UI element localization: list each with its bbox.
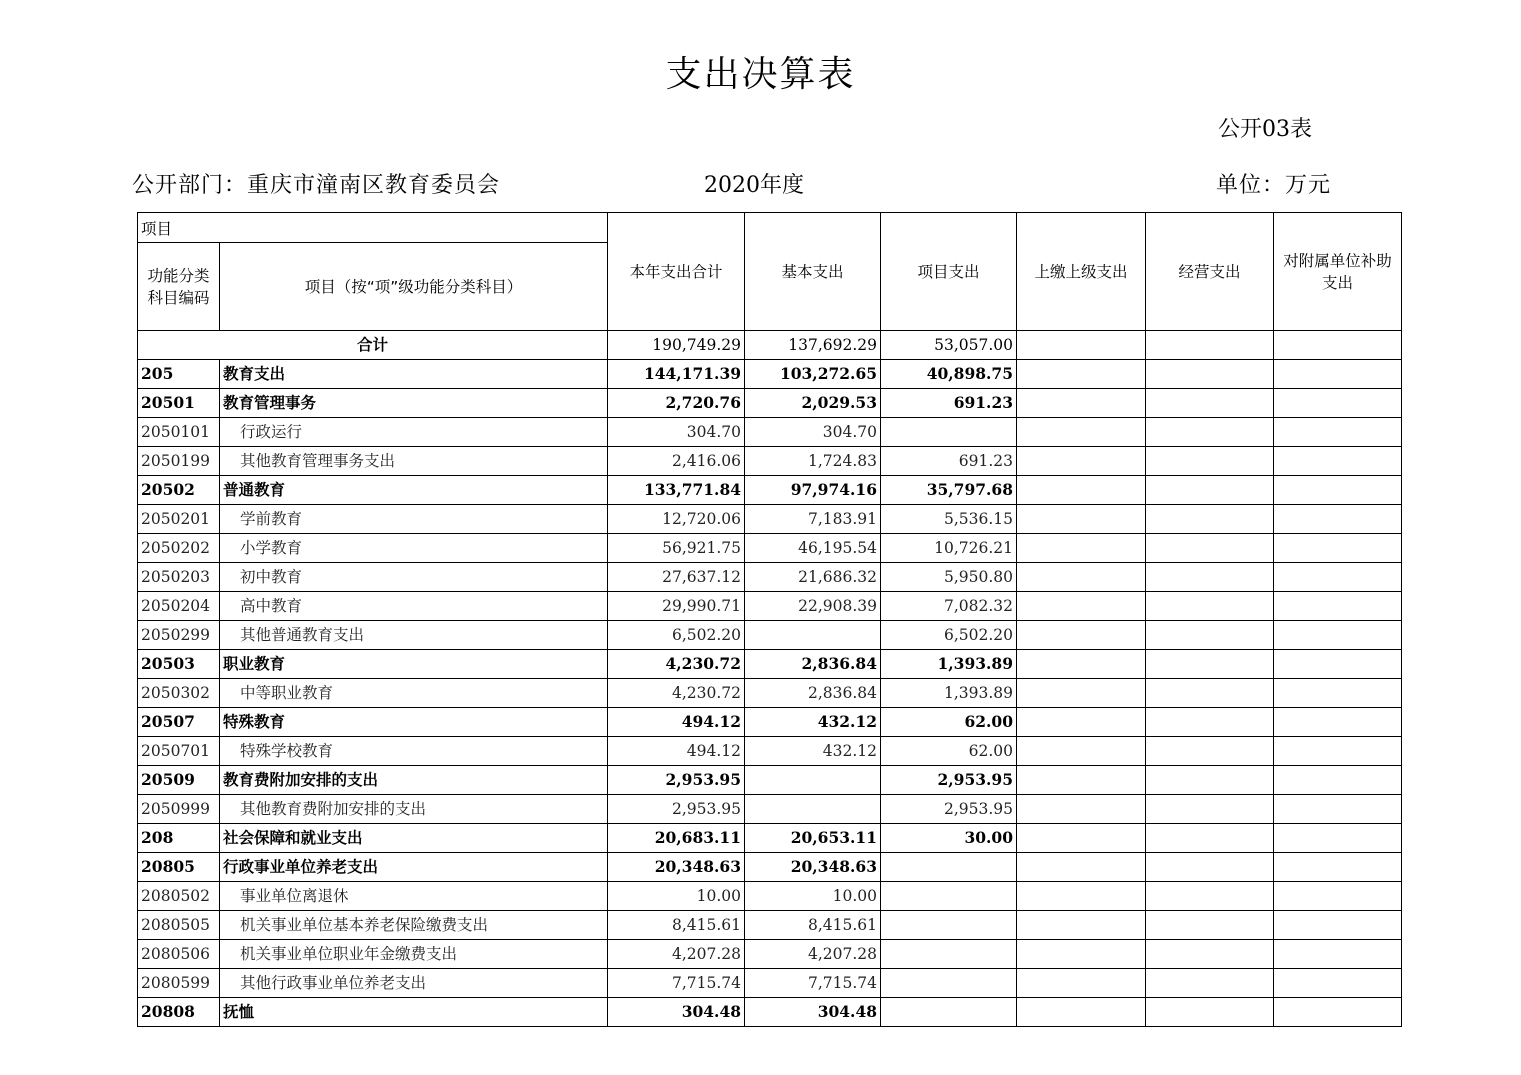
cell-item-expense: 40,898.75 bbox=[881, 360, 1017, 389]
cell-business bbox=[1146, 708, 1274, 737]
cell-name: 其他教育费附加安排的支出 bbox=[220, 795, 608, 824]
cell-code: 205 bbox=[138, 360, 220, 389]
cell-upper bbox=[1017, 476, 1146, 505]
cell-basic: 97,974.16 bbox=[745, 476, 881, 505]
cell-code: 20808 bbox=[138, 998, 220, 1027]
table-row bbox=[138, 534, 1402, 563]
cell-item-expense bbox=[881, 911, 1017, 940]
cell-item-expense: 2,953.95 bbox=[881, 766, 1017, 795]
cell-upper bbox=[1017, 621, 1146, 650]
cell-item-expense bbox=[881, 882, 1017, 911]
cell-business bbox=[1146, 476, 1274, 505]
cell-subsidy bbox=[1274, 940, 1402, 969]
page-title: 支出决算表 bbox=[665, 54, 856, 95]
cell-business bbox=[1146, 940, 1274, 969]
cell-name: 特殊学校教育 bbox=[220, 737, 608, 766]
header-upper-payment: 上缴上级支出 bbox=[1017, 213, 1146, 331]
cell-upper bbox=[1017, 882, 1146, 911]
cell-total: 7,715.74 bbox=[608, 969, 745, 998]
cell-subsidy bbox=[1274, 447, 1402, 476]
cell-name: 普通教育 bbox=[220, 476, 608, 505]
cell-upper bbox=[1017, 563, 1146, 592]
table-row bbox=[138, 940, 1402, 969]
cell-total: 12,720.06 bbox=[608, 505, 745, 534]
cell-code: 20501 bbox=[138, 389, 220, 418]
cell-basic: 304.48 bbox=[745, 998, 881, 1027]
cell-subsidy bbox=[1274, 737, 1402, 766]
cell-upper bbox=[1017, 534, 1146, 563]
cell-basic: 2,029.53 bbox=[745, 389, 881, 418]
table-row bbox=[138, 476, 1402, 505]
cell-name: 学前教育 bbox=[220, 505, 608, 534]
table-row bbox=[138, 708, 1402, 737]
cell-subsidy bbox=[1274, 592, 1402, 621]
table-row bbox=[138, 737, 1402, 766]
cell-code: 20503 bbox=[138, 650, 220, 679]
cell-code: 2050203 bbox=[138, 563, 220, 592]
cell-subsidy bbox=[1274, 476, 1402, 505]
table-row bbox=[138, 563, 1402, 592]
cell-business bbox=[1146, 563, 1274, 592]
cell-code: 2050204 bbox=[138, 592, 220, 621]
cell-upper bbox=[1017, 418, 1146, 447]
cell-basic: 103,272.65 bbox=[745, 360, 881, 389]
cell-item-expense bbox=[881, 998, 1017, 1027]
cell-name: 其他普通教育支出 bbox=[220, 621, 608, 650]
cell-item-expense: 62.00 bbox=[881, 708, 1017, 737]
cell-code: 2080506 bbox=[138, 940, 220, 969]
cell-code: 20502 bbox=[138, 476, 220, 505]
cell-total: 20,348.63 bbox=[608, 853, 745, 882]
cell-upper bbox=[1017, 737, 1146, 766]
cell-upper bbox=[1017, 360, 1146, 389]
cell-business bbox=[1146, 592, 1274, 621]
cell-name: 高中教育 bbox=[220, 592, 608, 621]
cell-total: 27,637.12 bbox=[608, 563, 745, 592]
cell-total: 2,416.06 bbox=[608, 447, 745, 476]
table-row bbox=[138, 650, 1402, 679]
cell-code: 2050302 bbox=[138, 679, 220, 708]
cell-business bbox=[1146, 418, 1274, 447]
header-func-code: 功能分类科目编码 bbox=[138, 243, 220, 331]
cell-item-expense: 5,536.15 bbox=[881, 505, 1017, 534]
cell-total: 494.12 bbox=[608, 737, 745, 766]
total-item-expense: 53,057.00 bbox=[881, 331, 1017, 360]
cell-basic bbox=[745, 766, 881, 795]
cell-business bbox=[1146, 447, 1274, 476]
cell-basic: 20,653.11 bbox=[745, 824, 881, 853]
cell-name: 行政事业单位养老支出 bbox=[220, 853, 608, 882]
cell-basic bbox=[745, 621, 881, 650]
table-row bbox=[138, 447, 1402, 476]
cell-item-expense: 691.23 bbox=[881, 447, 1017, 476]
form-code: 公开03表 bbox=[1218, 117, 1312, 142]
table-row bbox=[138, 824, 1402, 853]
cell-business bbox=[1146, 882, 1274, 911]
year-label: 2020年度 bbox=[704, 173, 804, 198]
cell-basic: 7,183.91 bbox=[745, 505, 881, 534]
cell-item-expense bbox=[881, 853, 1017, 882]
cell-subsidy bbox=[1274, 418, 1402, 447]
cell-name: 其他行政事业单位养老支出 bbox=[220, 969, 608, 998]
cell-code: 208 bbox=[138, 824, 220, 853]
table-row bbox=[138, 389, 1402, 418]
cell-code: 2050199 bbox=[138, 447, 220, 476]
cell-item-expense: 7,082.32 bbox=[881, 592, 1017, 621]
cell-business bbox=[1146, 621, 1274, 650]
cell-code: 20507 bbox=[138, 708, 220, 737]
cell-subsidy bbox=[1274, 824, 1402, 853]
cell-subsidy bbox=[1274, 998, 1402, 1027]
cell-total: 144,171.39 bbox=[608, 360, 745, 389]
cell-code: 2050202 bbox=[138, 534, 220, 563]
cell-upper bbox=[1017, 940, 1146, 969]
cell-total: 2,720.76 bbox=[608, 389, 745, 418]
table-row bbox=[138, 621, 1402, 650]
cell-upper bbox=[1017, 766, 1146, 795]
cell-basic: 21,686.32 bbox=[745, 563, 881, 592]
table-row bbox=[138, 911, 1402, 940]
table-row bbox=[138, 679, 1402, 708]
cell-total: 8,415.61 bbox=[608, 911, 745, 940]
cell-name: 社会保障和就业支出 bbox=[220, 824, 608, 853]
header-subsidy: 对附属单位补助支出 bbox=[1274, 213, 1402, 331]
cell-name: 教育管理事务 bbox=[220, 389, 608, 418]
cell-total: 494.12 bbox=[608, 708, 745, 737]
expenditure-table bbox=[137, 212, 1402, 1027]
header-total: 本年支出合计 bbox=[608, 213, 745, 331]
cell-basic: 1,724.83 bbox=[745, 447, 881, 476]
cell-total: 133,771.84 bbox=[608, 476, 745, 505]
cell-upper bbox=[1017, 708, 1146, 737]
cell-upper bbox=[1017, 969, 1146, 998]
table-row bbox=[138, 360, 1402, 389]
total-business bbox=[1146, 331, 1274, 360]
cell-name: 初中教育 bbox=[220, 563, 608, 592]
cell-upper bbox=[1017, 795, 1146, 824]
cell-upper bbox=[1017, 389, 1146, 418]
cell-basic: 432.12 bbox=[745, 737, 881, 766]
cell-basic: 304.70 bbox=[745, 418, 881, 447]
cell-code: 20509 bbox=[138, 766, 220, 795]
cell-name: 小学教育 bbox=[220, 534, 608, 563]
cell-name: 教育支出 bbox=[220, 360, 608, 389]
cell-total: 56,921.75 bbox=[608, 534, 745, 563]
cell-name: 机关事业单位职业年金缴费支出 bbox=[220, 940, 608, 969]
cell-subsidy bbox=[1274, 766, 1402, 795]
total-subsidy bbox=[1274, 331, 1402, 360]
cell-code: 2080505 bbox=[138, 911, 220, 940]
cell-total: 2,953.95 bbox=[608, 766, 745, 795]
table-row-total bbox=[138, 331, 1402, 360]
cell-upper bbox=[1017, 824, 1146, 853]
table-row bbox=[138, 998, 1402, 1027]
cell-subsidy bbox=[1274, 882, 1402, 911]
cell-total: 29,990.71 bbox=[608, 592, 745, 621]
cell-name: 机关事业单位基本养老保险缴费支出 bbox=[220, 911, 608, 940]
cell-item-expense bbox=[881, 418, 1017, 447]
cell-subsidy bbox=[1274, 969, 1402, 998]
cell-item-expense: 35,797.68 bbox=[881, 476, 1017, 505]
cell-code: 2050999 bbox=[138, 795, 220, 824]
table-row bbox=[138, 505, 1402, 534]
cell-item-expense: 30.00 bbox=[881, 824, 1017, 853]
cell-code: 2050101 bbox=[138, 418, 220, 447]
department-label: 公开部门：重庆市潼南区教育委员会 bbox=[132, 173, 501, 198]
cell-name: 其他教育管理事务支出 bbox=[220, 447, 608, 476]
cell-business bbox=[1146, 911, 1274, 940]
cell-business bbox=[1146, 534, 1274, 563]
cell-basic: 10.00 bbox=[745, 882, 881, 911]
cell-subsidy bbox=[1274, 679, 1402, 708]
cell-total: 2,953.95 bbox=[608, 795, 745, 824]
cell-code: 2080502 bbox=[138, 882, 220, 911]
cell-item-expense: 5,950.80 bbox=[881, 563, 1017, 592]
cell-total: 4,230.72 bbox=[608, 679, 745, 708]
cell-business bbox=[1146, 389, 1274, 418]
cell-item-expense: 1,393.89 bbox=[881, 650, 1017, 679]
cell-name: 抚恤 bbox=[220, 998, 608, 1027]
cell-upper bbox=[1017, 592, 1146, 621]
header-basic: 基本支出 bbox=[745, 213, 881, 331]
cell-item-expense bbox=[881, 969, 1017, 998]
table-row bbox=[138, 795, 1402, 824]
cell-business bbox=[1146, 650, 1274, 679]
cell-item-expense: 10,726.21 bbox=[881, 534, 1017, 563]
cell-business bbox=[1146, 360, 1274, 389]
total-upper bbox=[1017, 331, 1146, 360]
cell-business bbox=[1146, 998, 1274, 1027]
cell-item-expense: 6,502.20 bbox=[881, 621, 1017, 650]
cell-basic: 7,715.74 bbox=[745, 969, 881, 998]
cell-subsidy bbox=[1274, 650, 1402, 679]
cell-total: 4,230.72 bbox=[608, 650, 745, 679]
unit-label: 单位：万元 bbox=[1216, 173, 1332, 198]
cell-code: 20805 bbox=[138, 853, 220, 882]
cell-item-expense bbox=[881, 940, 1017, 969]
cell-name: 职业教育 bbox=[220, 650, 608, 679]
table-row bbox=[138, 766, 1402, 795]
cell-total: 10.00 bbox=[608, 882, 745, 911]
cell-business bbox=[1146, 795, 1274, 824]
cell-name: 教育费附加安排的支出 bbox=[220, 766, 608, 795]
total-label: 合计 bbox=[138, 331, 608, 360]
total-sum: 190,749.29 bbox=[608, 331, 745, 360]
table-row bbox=[138, 882, 1402, 911]
cell-basic: 432.12 bbox=[745, 708, 881, 737]
cell-business bbox=[1146, 505, 1274, 534]
cell-code: 2050701 bbox=[138, 737, 220, 766]
header-item-expense: 项目支出 bbox=[881, 213, 1017, 331]
table-row bbox=[138, 969, 1402, 998]
cell-subsidy bbox=[1274, 911, 1402, 940]
total-basic: 137,692.29 bbox=[745, 331, 881, 360]
cell-code: 2050299 bbox=[138, 621, 220, 650]
cell-total: 4,207.28 bbox=[608, 940, 745, 969]
cell-business bbox=[1146, 824, 1274, 853]
cell-business bbox=[1146, 853, 1274, 882]
table-row bbox=[138, 853, 1402, 882]
cell-upper bbox=[1017, 650, 1146, 679]
header-business: 经营支出 bbox=[1146, 213, 1274, 331]
cell-subsidy bbox=[1274, 534, 1402, 563]
cell-name: 事业单位离退休 bbox=[220, 882, 608, 911]
header-project-item: 项目（按“项”级功能分类科目） bbox=[220, 243, 608, 331]
header-project: 项目 bbox=[138, 213, 608, 243]
cell-subsidy bbox=[1274, 795, 1402, 824]
cell-basic: 2,836.84 bbox=[745, 650, 881, 679]
cell-basic bbox=[745, 795, 881, 824]
cell-subsidy bbox=[1274, 853, 1402, 882]
cell-code: 2080599 bbox=[138, 969, 220, 998]
cell-total: 304.48 bbox=[608, 998, 745, 1027]
table-row bbox=[138, 418, 1402, 447]
cell-upper bbox=[1017, 505, 1146, 534]
cell-code: 2050201 bbox=[138, 505, 220, 534]
cell-basic: 4,207.28 bbox=[745, 940, 881, 969]
cell-subsidy bbox=[1274, 360, 1402, 389]
cell-item-expense: 1,393.89 bbox=[881, 679, 1017, 708]
cell-basic: 20,348.63 bbox=[745, 853, 881, 882]
cell-business bbox=[1146, 766, 1274, 795]
cell-subsidy bbox=[1274, 505, 1402, 534]
cell-upper bbox=[1017, 853, 1146, 882]
cell-item-expense: 691.23 bbox=[881, 389, 1017, 418]
cell-basic: 46,195.54 bbox=[745, 534, 881, 563]
cell-name: 行政运行 bbox=[220, 418, 608, 447]
cell-total: 20,683.11 bbox=[608, 824, 745, 853]
cell-name: 特殊教育 bbox=[220, 708, 608, 737]
cell-subsidy bbox=[1274, 389, 1402, 418]
cell-subsidy bbox=[1274, 621, 1402, 650]
cell-item-expense: 2,953.95 bbox=[881, 795, 1017, 824]
cell-total: 6,502.20 bbox=[608, 621, 745, 650]
cell-business bbox=[1146, 737, 1274, 766]
cell-upper bbox=[1017, 998, 1146, 1027]
cell-upper bbox=[1017, 911, 1146, 940]
cell-item-expense: 62.00 bbox=[881, 737, 1017, 766]
cell-subsidy bbox=[1274, 563, 1402, 592]
cell-basic: 22,908.39 bbox=[745, 592, 881, 621]
cell-upper bbox=[1017, 447, 1146, 476]
cell-total: 304.70 bbox=[608, 418, 745, 447]
table-row bbox=[138, 592, 1402, 621]
cell-basic: 8,415.61 bbox=[745, 911, 881, 940]
cell-basic: 2,836.84 bbox=[745, 679, 881, 708]
cell-upper bbox=[1017, 679, 1146, 708]
cell-business bbox=[1146, 969, 1274, 998]
cell-name: 中等职业教育 bbox=[220, 679, 608, 708]
cell-subsidy bbox=[1274, 708, 1402, 737]
cell-business bbox=[1146, 679, 1274, 708]
